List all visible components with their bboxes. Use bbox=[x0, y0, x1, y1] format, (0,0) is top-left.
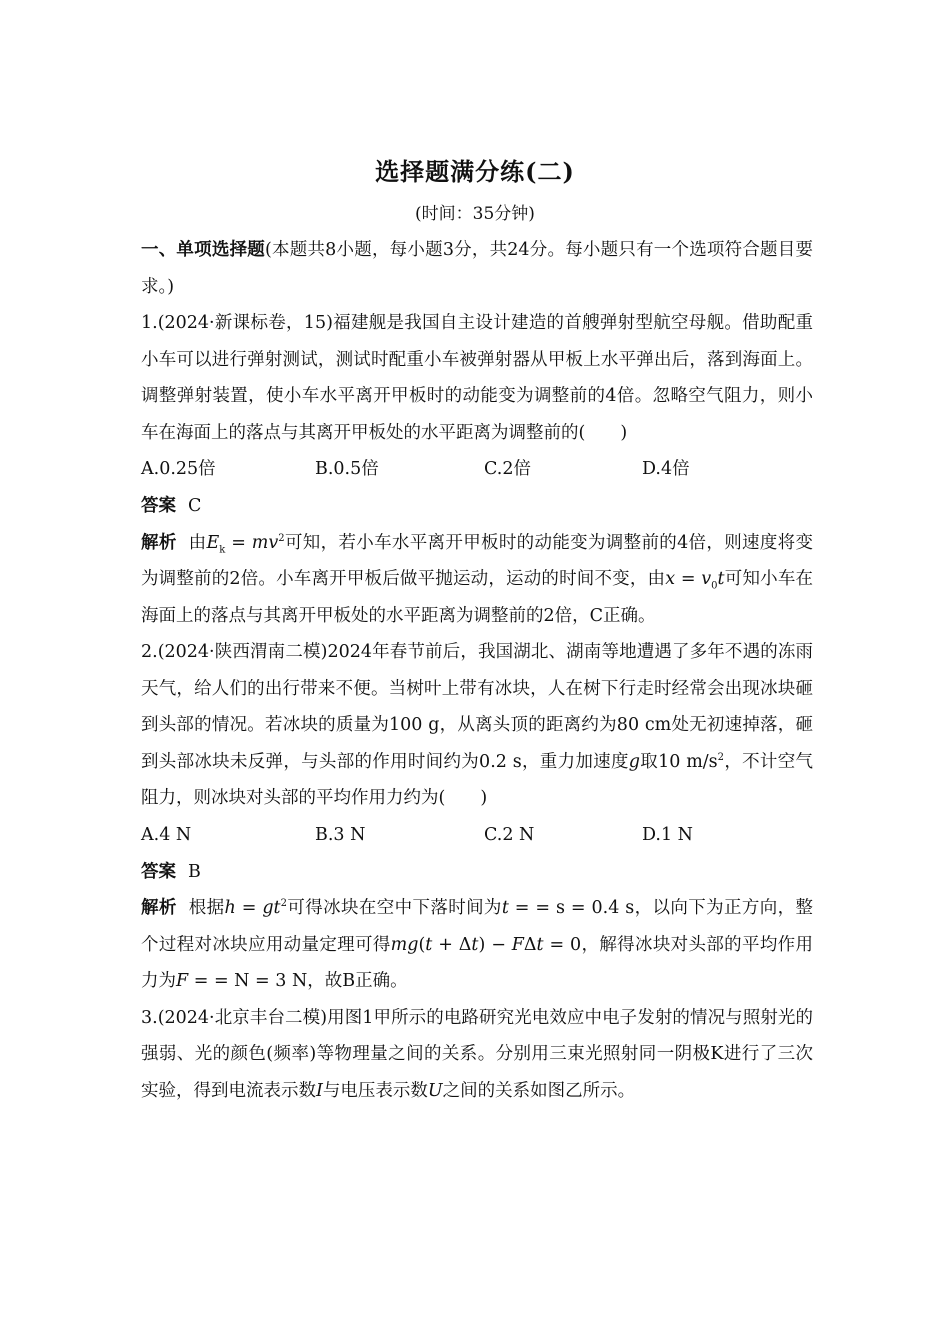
stem-text: 与电压表示数 bbox=[322, 1080, 428, 1101]
formula-var: E bbox=[206, 532, 220, 553]
stem-text: 取10 m/s bbox=[639, 751, 718, 772]
formula-var: U bbox=[427, 1080, 443, 1101]
formula-var: t bbox=[501, 898, 509, 918]
stem-text: 3.(2024·北京丰台二模)用图1甲所示的电路研究光电效应中电子发射的情况与照射光的强弱、光的颜色(频率)等物理量之间的关系。分别用三束光照射同一阴极K进行了三次实验，得到电流表示数 bbox=[141, 1007, 813, 1101]
formula-op: = bbox=[225, 532, 252, 553]
content bbox=[141, 232, 813, 1109]
analysis-text: = = s = 0.4 s，以向下为正方向，整个过程对冰块应用动量定理可得 bbox=[141, 898, 813, 955]
question-2-options bbox=[141, 817, 813, 854]
question-2-answer bbox=[141, 854, 813, 891]
analysis-label: 解析 bbox=[141, 532, 177, 553]
answer-value: C bbox=[188, 496, 202, 516]
analysis-text: 可知，若小车水平离开甲板时的动能变为调整前的4倍，则速度将变为调整前的2倍。小车离开甲板后做平抛运动，运动的时间不变，由 bbox=[141, 532, 814, 589]
formula-var: t bbox=[471, 934, 479, 955]
formula-var: v bbox=[701, 569, 712, 589]
formula-var: x bbox=[665, 569, 676, 589]
question-1-stem: 1.(2024·新课标卷，15)福建舰是我国自主设计建造的首艘弹射型航空母舰。借助配重小车可以进行弹射测试，测试时配重小车被弹射器从甲板上水平弹出后，落到海面上。调整弹射装置，使小车水平离开甲板时的动能变为调整前的4倍。忽略空气阻力，则小车在海面上的落点与其离开甲板处的水平距离为调整前的( ) bbox=[141, 313, 813, 443]
section-note: (本题共8小题，每小题3分，共24分。每小题只有一个选项符合题目要求。) bbox=[141, 240, 813, 297]
formula-sup: 2 bbox=[280, 898, 287, 910]
formula-sup: 2 bbox=[717, 751, 725, 763]
analysis-text: 可得冰块在空中下落时间为 bbox=[286, 898, 502, 918]
question-2-stem bbox=[141, 634, 813, 817]
formula-var: t bbox=[425, 934, 433, 955]
formula-var: g bbox=[628, 751, 640, 772]
option-b: B.3 N bbox=[315, 824, 366, 845]
option-a: A.4 N bbox=[141, 824, 192, 845]
formula-sub: 0 bbox=[711, 580, 718, 592]
option-b: B.0.5倍 bbox=[315, 459, 379, 479]
formula-var: t bbox=[717, 569, 725, 589]
option-a: A.0.25倍 bbox=[141, 459, 216, 479]
analysis-label: 解析 bbox=[141, 898, 177, 918]
formula-op: + Δ bbox=[432, 934, 472, 955]
formula-op: Δ bbox=[523, 934, 537, 955]
question-2-analysis bbox=[141, 890, 813, 1000]
formula-var: F bbox=[176, 971, 189, 991]
formula-op: = bbox=[675, 569, 702, 589]
option-c: C.2 N bbox=[484, 824, 535, 845]
formula-var: F bbox=[511, 934, 524, 955]
formula-var: t bbox=[536, 934, 544, 955]
formula-var: I bbox=[316, 1080, 323, 1101]
answer-label: 答案 bbox=[141, 861, 176, 882]
analysis-text: = 0，解得冰块对头部的平均作用力为 bbox=[141, 934, 813, 991]
formula-var: mv bbox=[251, 532, 279, 553]
question-1-answer bbox=[141, 488, 813, 525]
page-title: 选择题满分练(二) bbox=[375, 157, 575, 186]
formula-var: gt bbox=[262, 898, 281, 918]
section-heading bbox=[141, 232, 813, 305]
formula-sup: 2 bbox=[278, 532, 285, 544]
question-3-stem bbox=[141, 1000, 813, 1110]
section-title: 一、单项选择题 bbox=[141, 240, 265, 260]
formula-op: ( bbox=[418, 934, 426, 955]
analysis-text: 可知小车在海面上的落点与其离开甲板处的水平距离为调整前的2倍，C正确。 bbox=[141, 569, 814, 626]
analysis-text: 根据 bbox=[188, 898, 225, 918]
formula-var: h bbox=[224, 898, 236, 918]
formula-sub: k bbox=[219, 544, 226, 555]
analysis-text: = = N = 3 N，故B正确。 bbox=[188, 971, 408, 991]
question-1-options bbox=[141, 451, 813, 488]
answer-label: 答案 bbox=[141, 496, 176, 516]
stem-text: 之间的关系如图乙所示。 bbox=[442, 1080, 636, 1101]
analysis-text: 由 bbox=[188, 532, 207, 553]
time-limit: (时间：35分钟) bbox=[415, 204, 535, 224]
option-d: D.1 N bbox=[642, 824, 693, 845]
stem-text: ，不计空气阻力，则冰块对头部的平均作用力约为( ) bbox=[141, 751, 814, 808]
option-c: C.2倍 bbox=[484, 459, 531, 479]
question-1-analysis bbox=[141, 525, 813, 635]
stem-text: 2.(2024·陕西渭南二模)2024年春节前后，我国湖北、湖南等地遭遇了多年不遇的冻雨天气，给人们的出行带来不便。当树叶上带有冰块，人在树下行走时经常会出现冰块砸到头部的情况。若冰块的质量为100 g，从离头顶的距离约为80 cm处无初速掉落，砸到头部冰块未反弹，与头部的作用时间约为0.2 s，重力加速度 bbox=[141, 642, 813, 772]
answer-value: B bbox=[188, 861, 201, 882]
option-d: D.4倍 bbox=[642, 459, 690, 479]
formula-op: = bbox=[235, 898, 263, 918]
formula-op: ) − bbox=[478, 934, 512, 955]
formula-var: mg bbox=[390, 934, 419, 955]
